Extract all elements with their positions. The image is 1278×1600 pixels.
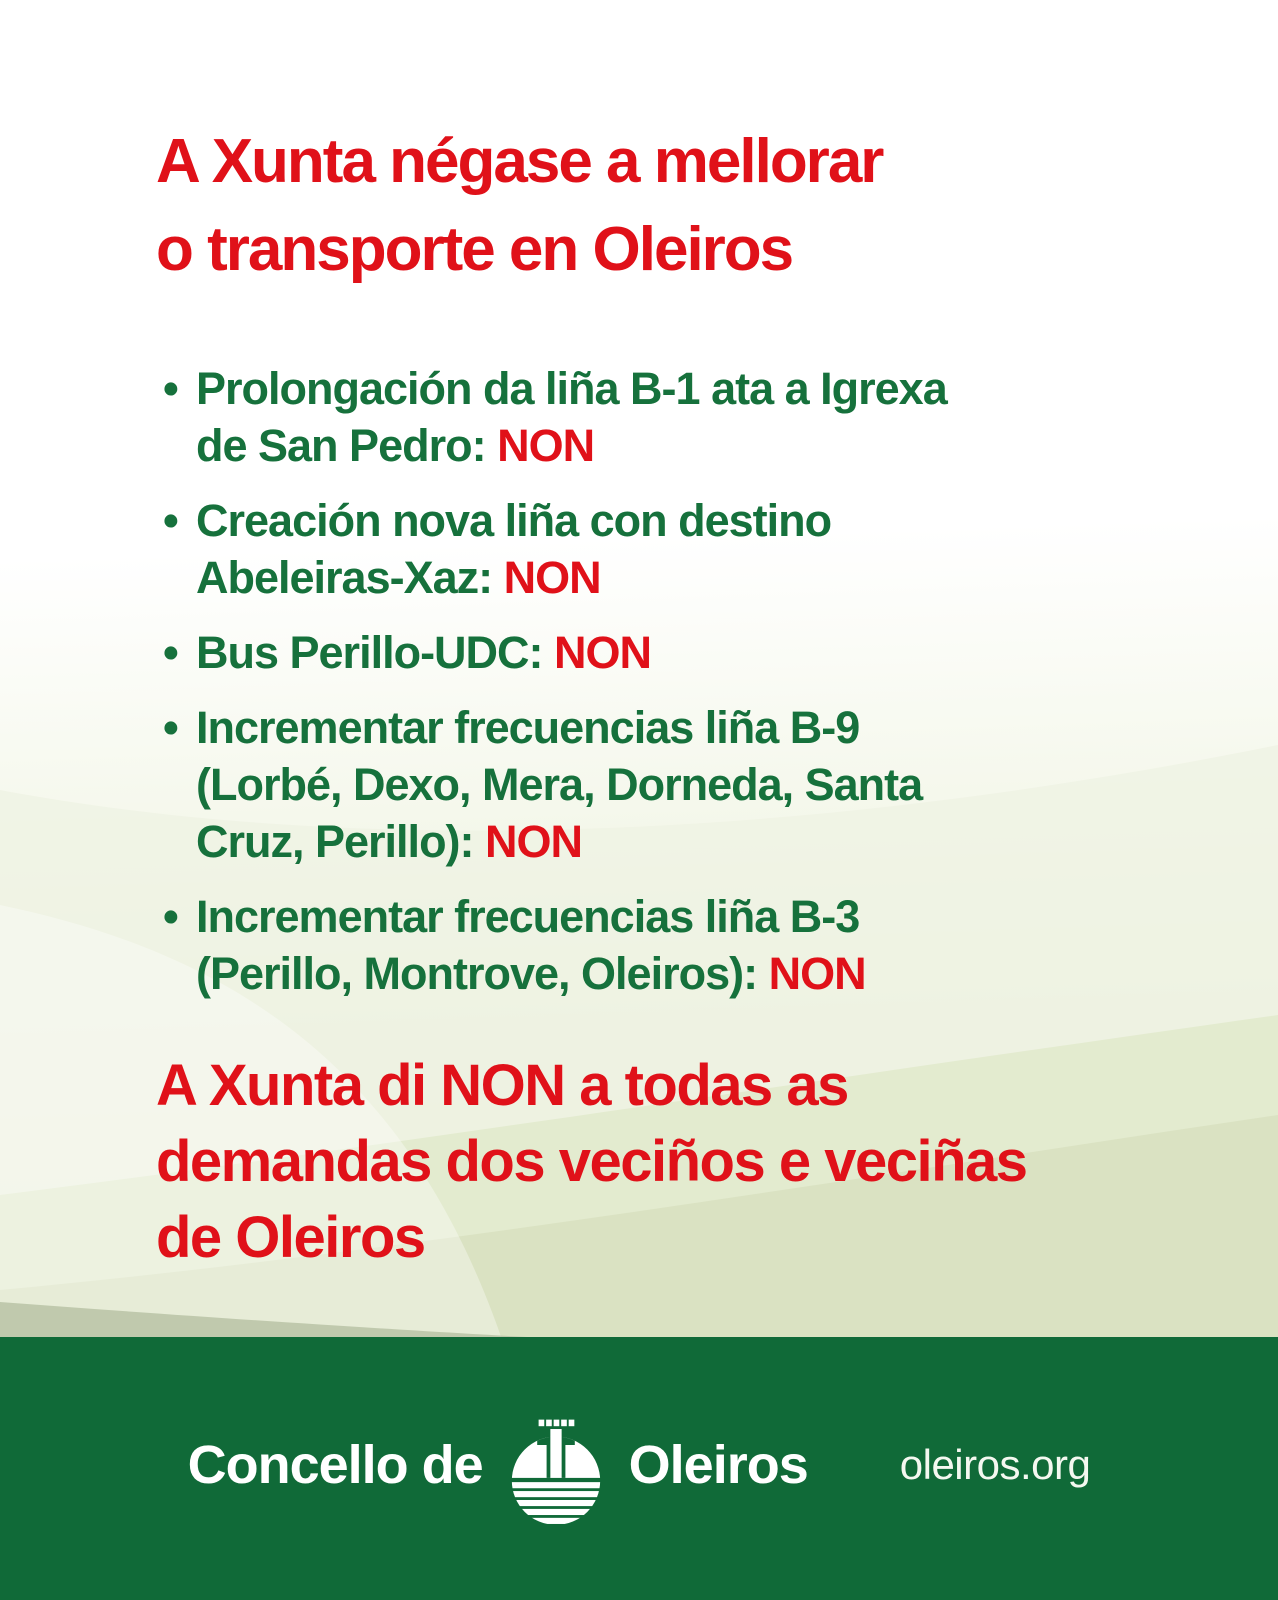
non-answer: NON (503, 552, 601, 603)
demand-list (163, 360, 1163, 1020)
demand-line: • Creación nova liña con destino (196, 495, 832, 546)
demand-item (163, 699, 1163, 870)
non-answer: NON (554, 627, 652, 678)
headline (156, 118, 882, 294)
footer-website: oleiros.org (899, 1440, 1091, 1488)
demand-line: (Perillo, Montrove, Oleiros): NON (196, 948, 866, 999)
closing-line-1: A Xunta di NON a todas as (156, 1053, 848, 1118)
footer-org-prefix: Concello de (187, 1434, 483, 1495)
closing-line-3: de Oleiros (156, 1205, 425, 1270)
demand-line: Abeleiras-Xaz: NON (196, 552, 601, 603)
footer-bar (0, 1337, 1278, 1600)
demand-line: • Incrementar frecuencias liña B-3 (196, 891, 860, 942)
demand-line: de San Pedro: NON (196, 420, 595, 471)
non-answer: NON (497, 420, 595, 471)
demand-line: • Incrementar frecuencias liña B-9 (196, 702, 860, 753)
demand-line: (Lorbé, Dexo, Mera, Dorneda, Santa (196, 759, 923, 810)
demand-line: • Prolongación da liña B-1 ata a Igrexa (196, 363, 947, 414)
demand-line: • Bus Perillo-UDC: NON (196, 627, 652, 678)
closing-statement (156, 1048, 1027, 1276)
demand-item (163, 360, 1163, 474)
footer-content (188, 1410, 1091, 1527)
closing-line-2: demandas dos veciños e veciñas (156, 1129, 1027, 1194)
non-answer: NON (485, 816, 583, 867)
footer-org-name: Oleiros (628, 1434, 808, 1495)
headline-line-1: A Xunta négase a mellorar (156, 127, 883, 196)
demand-item (163, 492, 1163, 606)
demand-item (163, 888, 1163, 1002)
demand-item (163, 624, 1163, 681)
concello-oleiros-emblem-icon (509, 1410, 603, 1527)
demand-line: Cruz, Perillo): NON (196, 816, 583, 867)
headline-line-2: o transporte en Oleiros (156, 215, 793, 284)
non-answer: NON (768, 948, 866, 999)
